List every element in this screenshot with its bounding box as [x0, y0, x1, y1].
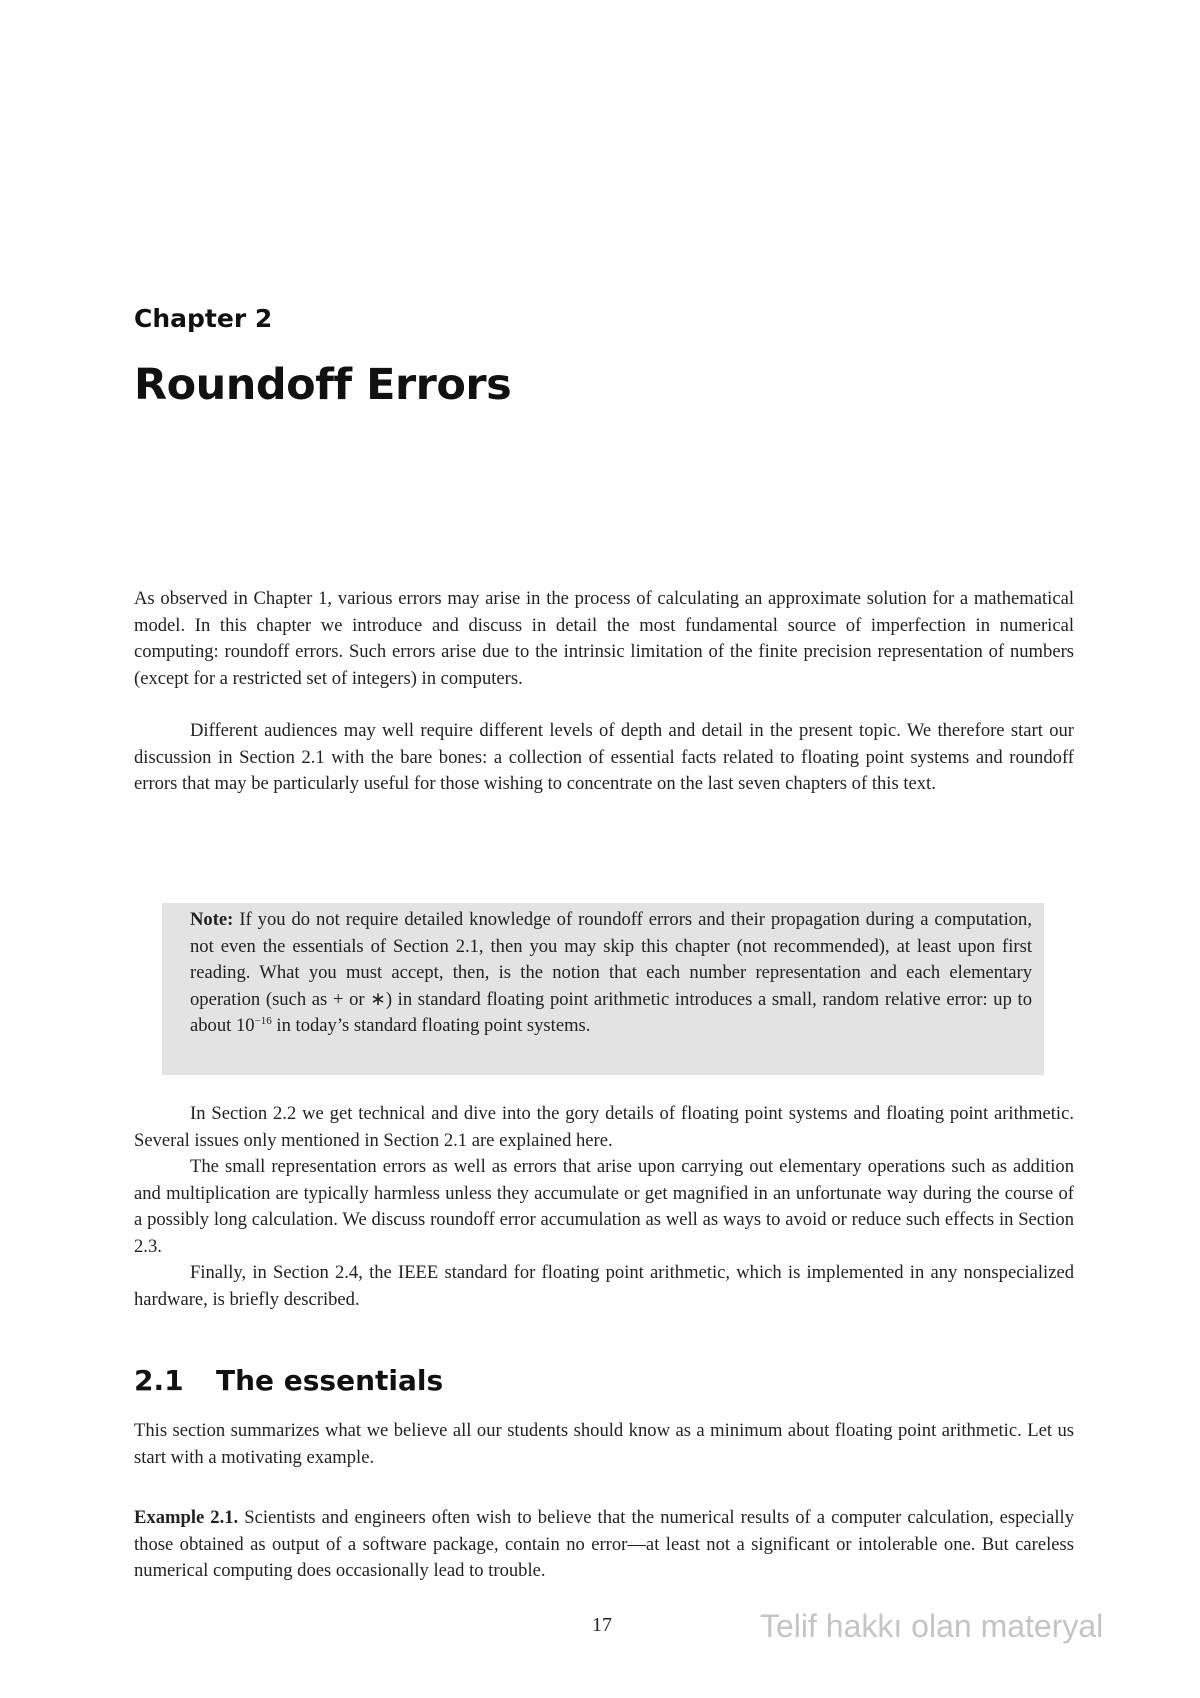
note-text [190, 907, 1032, 1040]
chapter-title: Roundoff Errors [134, 360, 512, 410]
watermark: Telif hakkı olan materyal [760, 1608, 1104, 1644]
note-power-base: 10 [235, 1015, 255, 1036]
section-title: The essentials [216, 1364, 444, 1397]
overview-paragraph-3: Finally, in Section 2.4, the IEEE standard for floating point arithmetic, which is implemented in any nonspecialized hardware, is briefly described. [134, 1262, 1074, 1310]
example-paragraph [134, 1505, 1074, 1585]
overview-paragraph-2: The small representation errors as well as errors that arise upon carrying out elementary operations such as addition and multiplication are typically harmless unless they accumulate or get magnified in an unfortunate way during the course of a possibly long calculation. We discuss roundoff error accumulation as well as ways to avoid or reduce such effects in Section 2.3. [134, 1156, 1074, 1257]
example-label: Example 2.1. [134, 1507, 239, 1528]
note-tail: in today’s standard floating point systems. [271, 1015, 591, 1036]
note-body: If you do not require detailed knowledge of roundoff errors and their propagation during a computation, not even the essentials of Section 2.1, then you may skip this chapter (not recommended), at least upon first reading. What you must accept, then, is the notion that each number representation and each elementary operation (such as + or ∗) in standard floating point arithmetic introduces a small, random relative error: up to about [190, 909, 1032, 1036]
page-number: 17 [592, 1614, 612, 1636]
section-paragraph-1: This section summarizes what we believe all our students should know as a minimum about floating point arithmetic. Let us start with a motivating example. [134, 1420, 1074, 1468]
note-power-exponent: −16 [254, 1015, 272, 1027]
section-heading [134, 1364, 443, 1397]
chapter-label: Chapter 2 [134, 304, 273, 333]
intro-paragraph-1: As observed in Chapter 1, various errors may arise in the process of calculating an approximate solution for a mathematical model. In this chapter we introduce and discuss in detail the most fundamental source of imperfection in numerical computing: roundoff errors. Such errors arise due to the intrinsic limitation of the finite precision representation of numbers (except for a restricted set of integers) in computers. [134, 588, 1074, 689]
overview-paragraph-1: In Section 2.2 we get technical and dive into the gory details of floating point systems and floating point arithmetic. Several issues only mentioned in Section 2.1 are explained here. [134, 1103, 1074, 1151]
section-number: 2.1 [134, 1364, 184, 1397]
note-label: Note: [190, 909, 234, 930]
example-text: Scientists and engineers often wish to believe that the numerical results of a computer calculation, especially those obtained as output of a software package, contain no error—at least not a significant or intolerable one. But careless numerical computing does occasionally lead to trouble. [134, 1507, 1074, 1581]
intro-paragraph-2: Different audiences may well require different levels of depth and detail in the present topic. We therefore start our discussion in Section 2.1 with the bare bones: a collection of essential facts related to floating point systems and roundoff errors that may be particularly useful for those wishing to concentrate on the last seven chapters of this text. [134, 720, 1074, 794]
